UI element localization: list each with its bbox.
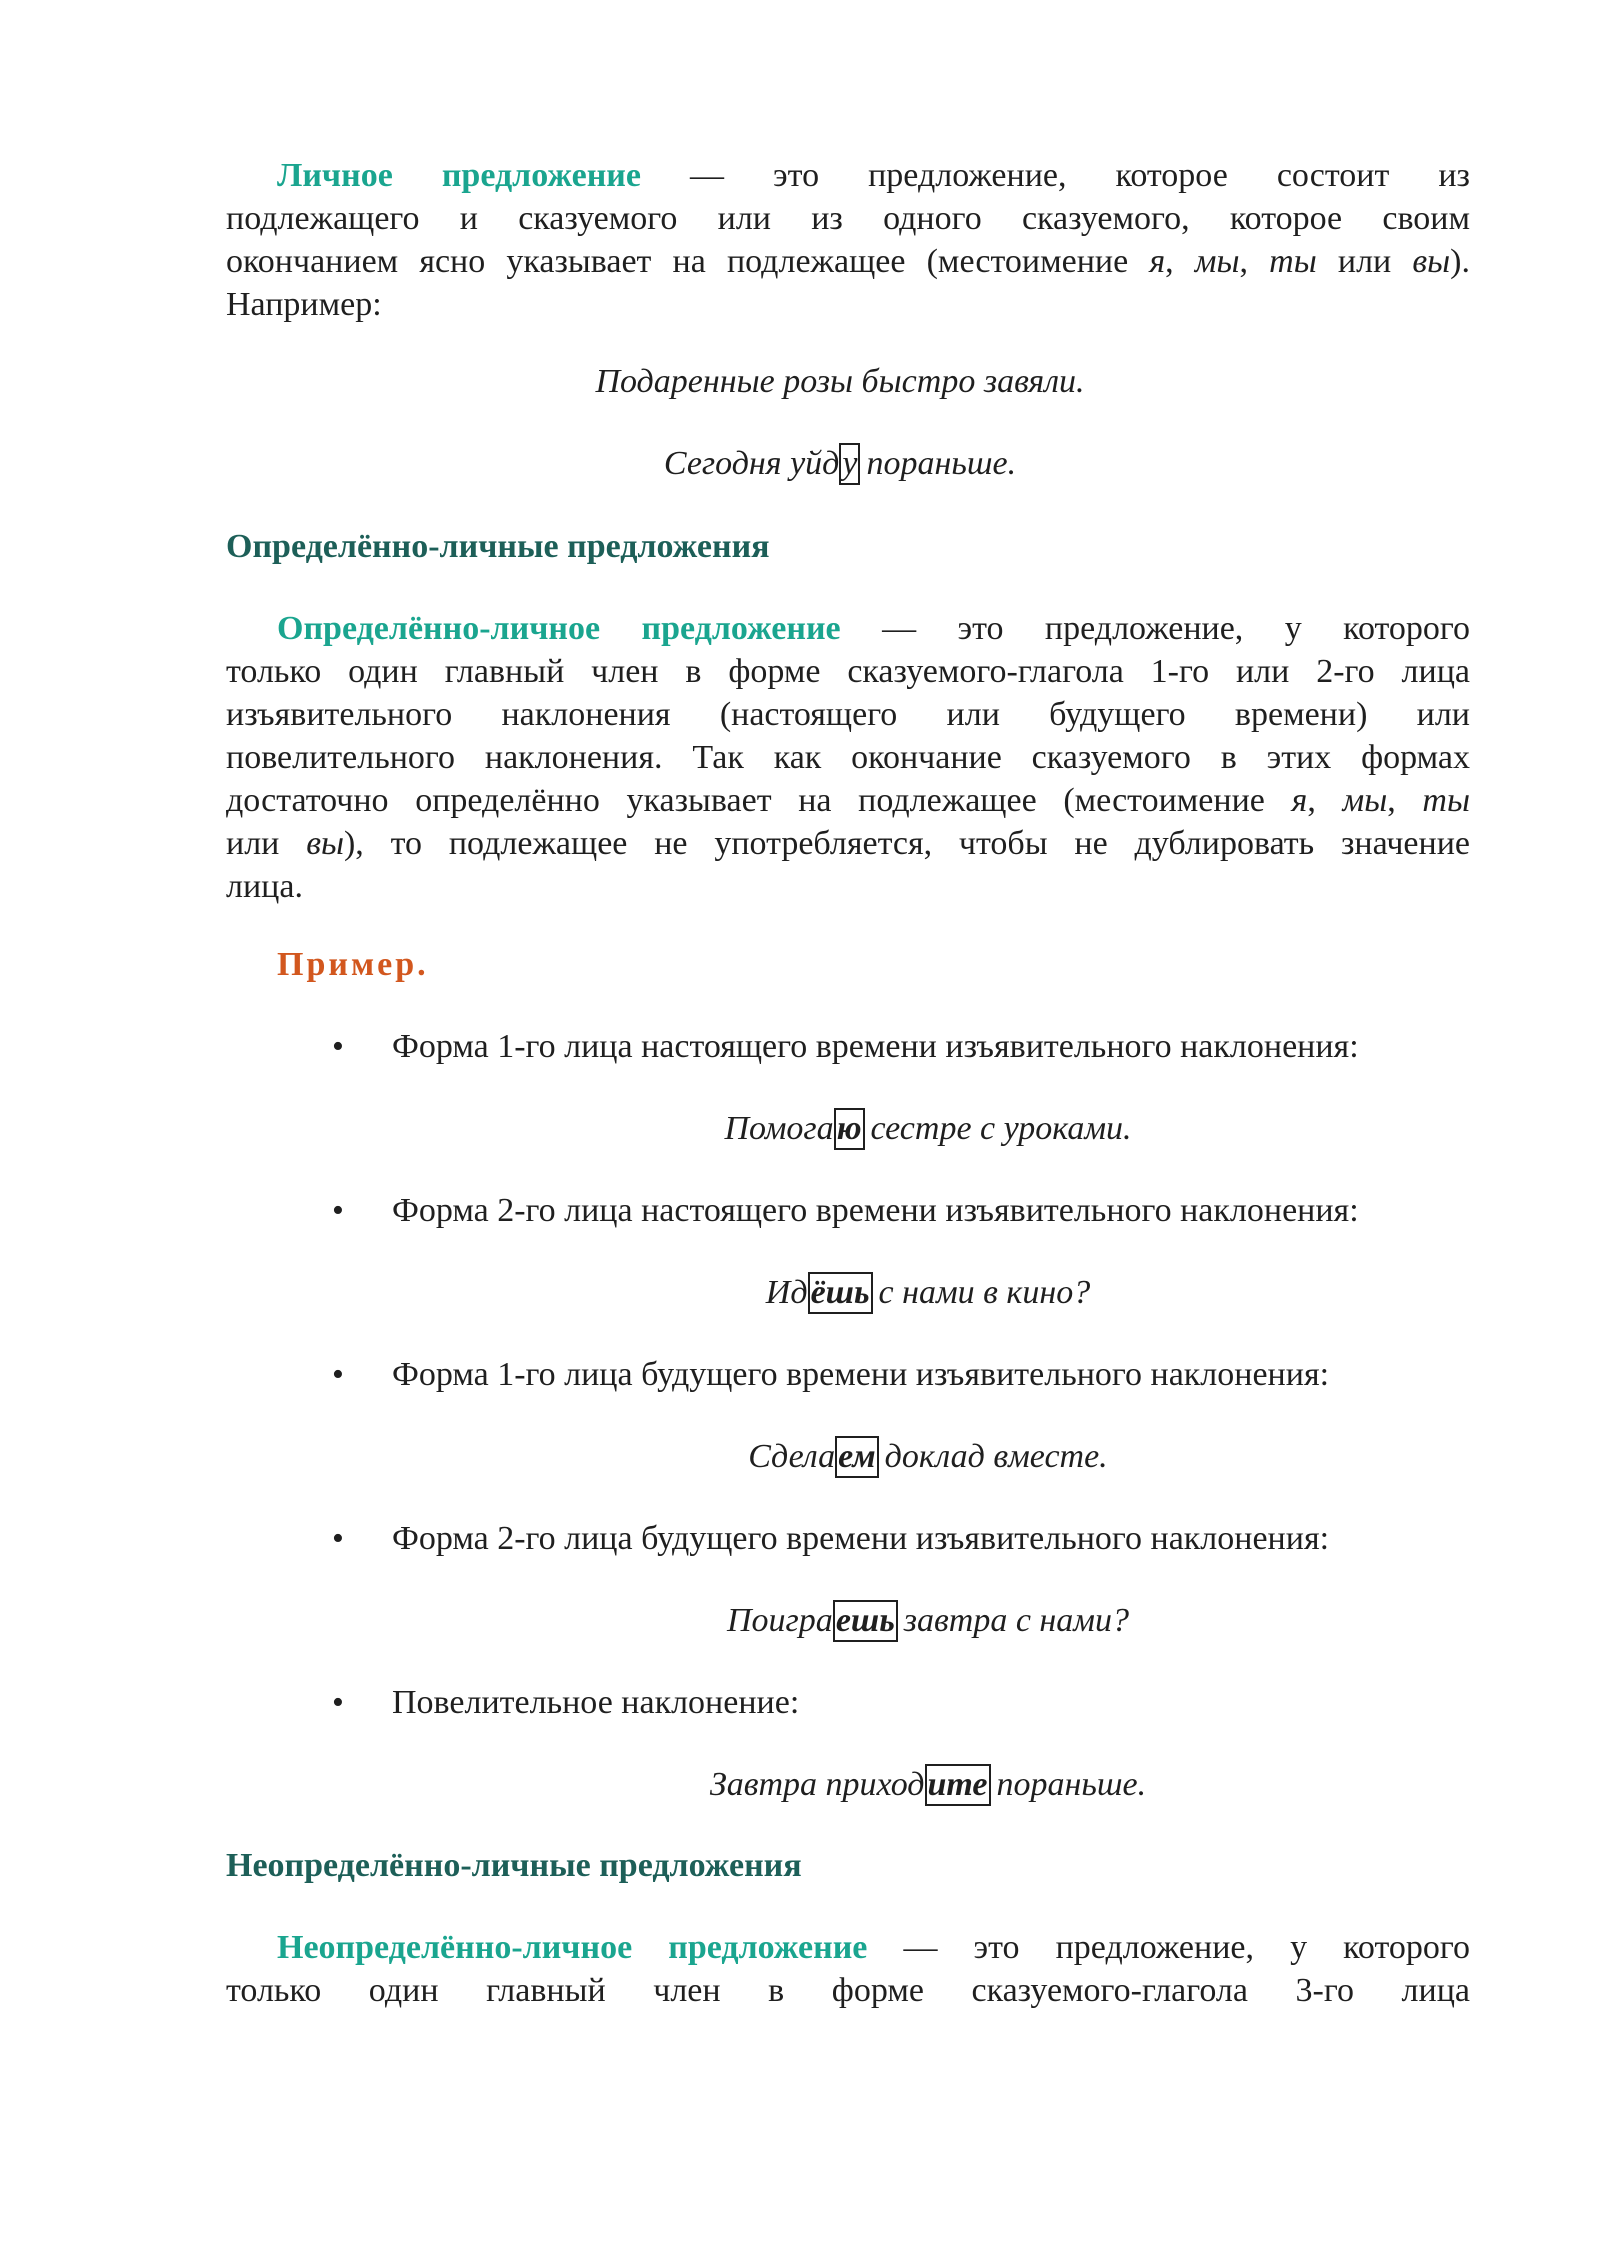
paragraph-text: достаточно определённо указывает на подлежащее (местоимение (226, 782, 1292, 819)
term-highlight: Определённо-личное предложение (277, 610, 841, 647)
paragraph-line: изъявительного наклонения (настоящего или будущего времени) или (226, 696, 1470, 733)
example-sentence (0, 1599, 1600, 1642)
example-stem: Поигра (726, 1602, 833, 1639)
paragraph-line (226, 154, 1470, 197)
paragraph-text: или (226, 825, 280, 862)
example-rest: с нами в кино? (878, 1274, 1091, 1311)
ending-box: ю (834, 1108, 865, 1150)
paragraph-line: окончанием ясно указывает на подлежащее (местоимение я, мы, ты или вы). (226, 243, 1470, 280)
paragraph-line: повелительного наклонения. Так как окончание сказуемого в этих формах (226, 739, 1470, 776)
example-stem: Сегодня уйд (663, 445, 840, 482)
paragraph-personal-sentence (226, 154, 1470, 326)
paragraph-line: только один главный член в форме сказуемого-глагола 3-го лица (226, 1972, 1470, 2009)
example-stem: Ид (765, 1274, 808, 1311)
pronoun: вы (1412, 243, 1451, 280)
example-sentence: Подаренные розы быстро завяли. (595, 363, 1085, 400)
ending-box: ите (925, 1764, 991, 1806)
paragraph-text: или (1337, 243, 1392, 280)
example-stem: Сдела (748, 1438, 836, 1475)
paragraph-line (226, 1926, 1470, 1969)
example-label: Пример. (277, 946, 429, 983)
ending-box: ёшь (808, 1272, 873, 1314)
term-highlight: Неопределённо-личное предложение (277, 1929, 868, 1966)
bullet-icon: • (332, 1192, 344, 1229)
bullet-icon: • (332, 1684, 344, 1721)
paragraph-text: — это предложение, которое состоит из (690, 157, 1470, 194)
bullet-icon: • (332, 1356, 344, 1393)
bullet-text: Форма 2-го лица настоящего времени изъявительного наклонения: (392, 1192, 1359, 1229)
bullet-icon: • (332, 1520, 344, 1557)
ending-box: ем (835, 1436, 879, 1478)
ending-box: ешь (833, 1600, 898, 1642)
term-highlight: Личное предложение (277, 157, 641, 194)
paragraph-definite-personal (226, 607, 1470, 908)
example-sentence (0, 1107, 1600, 1150)
paragraph-line (226, 822, 1470, 865)
paragraph-indefinite-personal (226, 1926, 1470, 2012)
example-sentence (0, 1435, 1600, 1478)
bullet-text: Форма 1-го лица будущего времени изъявительного наклонения: (392, 1356, 1330, 1393)
paragraph-line: лица. (226, 868, 303, 905)
ending-box: у (839, 443, 860, 485)
bullet-text: Форма 1-го лица настоящего времени изъявительного наклонения: (392, 1028, 1359, 1065)
example-rest: сестре с уроками. (870, 1110, 1132, 1147)
paragraph-text: — это предложение, у которого (903, 1929, 1470, 1966)
example-stem: Помога (724, 1110, 834, 1147)
pronoun: я (1149, 243, 1166, 280)
example-sentence (0, 1271, 1600, 1314)
paragraph-text: ), то подлежащее не употребляется, чтобы не дублировать значение (343, 825, 1470, 862)
example-rest: пораньше. (996, 1766, 1147, 1803)
example-rest: доклад вместе. (884, 1438, 1108, 1475)
section-heading: Неопределённо-личные предложения (226, 1847, 802, 1884)
paragraph-text: — это предложение, у которого (882, 610, 1471, 647)
bullet-icon: • (332, 1028, 344, 1065)
paragraph-line: только один главный член в форме сказуемого-глагола 1-го или 2-го лица (226, 653, 1470, 690)
paragraph-line: достаточно определённо указывает на подлежащее (местоимение я, мы, ты (226, 782, 1470, 819)
paragraph-text: окончанием ясно указывает на подлежащее (местоимение (226, 243, 1150, 280)
pronoun: вы (306, 825, 344, 862)
pronoun: ты (1269, 243, 1317, 280)
example-stem: Завтра приход (709, 1766, 925, 1803)
paragraph-line: Например: (226, 286, 382, 323)
example-sentence (0, 442, 1600, 485)
pronoun: мы (1342, 782, 1388, 819)
paragraph-line (226, 607, 1470, 650)
example-sentence (0, 1763, 1600, 1806)
example-rest: завтра с нами? (903, 1602, 1129, 1639)
bullet-text: Повелительное наклонение: (392, 1684, 800, 1721)
pronoun: мы (1194, 243, 1240, 280)
section-heading: Определённо-личные предложения (226, 528, 770, 565)
bullet-text: Форма 2-го лица будущего времени изъявительного наклонения: (392, 1520, 1330, 1557)
example-rest: пораньше. (866, 445, 1017, 482)
pronoun: ты (1422, 782, 1470, 819)
paragraph-line: подлежащего и сказуемого или из одного сказуемого, которое своим (226, 200, 1470, 237)
pronoun: я (1291, 782, 1308, 819)
